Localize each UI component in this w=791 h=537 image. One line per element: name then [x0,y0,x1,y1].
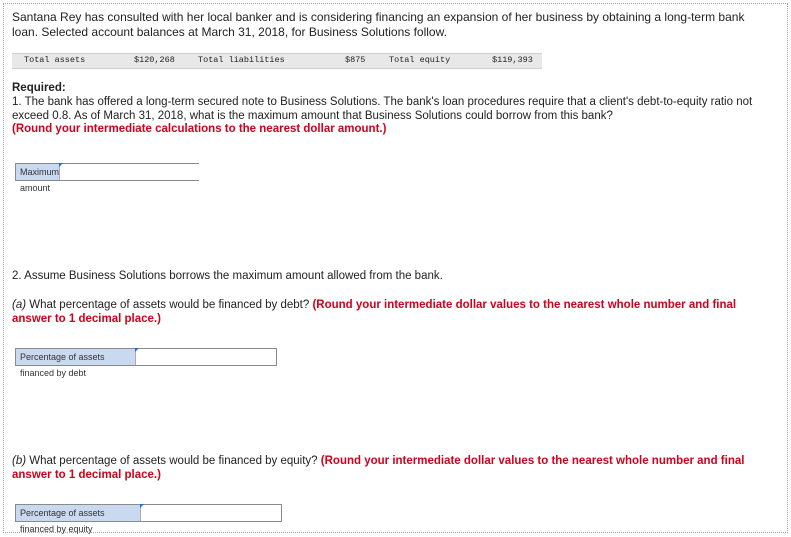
question-2b-text: What percentage of assets would be financed by equity? [26,455,321,467]
question-1-note: (Round your intermediate calculations to the nearest dollar amount.) [12,123,387,135]
question-1-text: 1. The bank has offered a long-term secured note to Business Solutions. The bank's loan procedures require that a client's debt-to-equity ratio not exceed 0.8. As of March 31, 2018, what is the maximum amount that Business Solutions could borrow from this bank? [12,96,753,122]
percentage-debt-label: Percentage of assets financed by debt [16,349,136,365]
question-2a-prefix: (a) [12,299,27,311]
equity-label: Total equity [389,55,451,65]
assets-value: $120,268 [134,55,175,65]
question-2b-note: (Round your intermediate dollar values to the nearest whole number and final answer to 1 decimal place.) [12,455,745,481]
question-2a-note: (Round your intermediate dollar values to the nearest whole number and final answer to 1 decimal place.) [12,299,737,325]
maximum-amount-field [15,163,199,193]
percentage-equity-input[interactable] [141,505,281,521]
liabilities-label: Total liabilities [198,55,285,65]
percentage-debt-input[interactable] [136,349,276,365]
question-2a-text: What percentage of assets would be financed by debt? [26,299,313,311]
required-heading: Required: [12,82,66,94]
question-2b-prefix: (b) [12,455,27,467]
intro-text: Santana Rey has consulted with her local banker and is considering financing an expansion of her business by obtaining a long-term bank loan. Selected account balances at March 31, 2018, for Business Solutions follow. [12,10,745,39]
percentage-equity-label: Percentage of assets financed by equity [16,505,141,521]
balances-strip [12,53,542,69]
liabilities-value: $875 [345,55,366,65]
question-2: 2. Assume Business Solutions borrows the maximum amount allowed from the bank. [12,270,443,282]
percentage-debt-field [15,348,277,378]
question-1 [12,96,772,137]
question-frame [3,3,788,533]
maximum-amount-input[interactable] [60,164,200,180]
maximum-amount-label: Maximum amount [16,164,60,180]
assets-label: Total assets [24,55,86,65]
percentage-equity-field [15,504,282,534]
question-2b [12,455,772,482]
question-2a [12,299,772,326]
equity-value: $119,393 [492,55,533,65]
